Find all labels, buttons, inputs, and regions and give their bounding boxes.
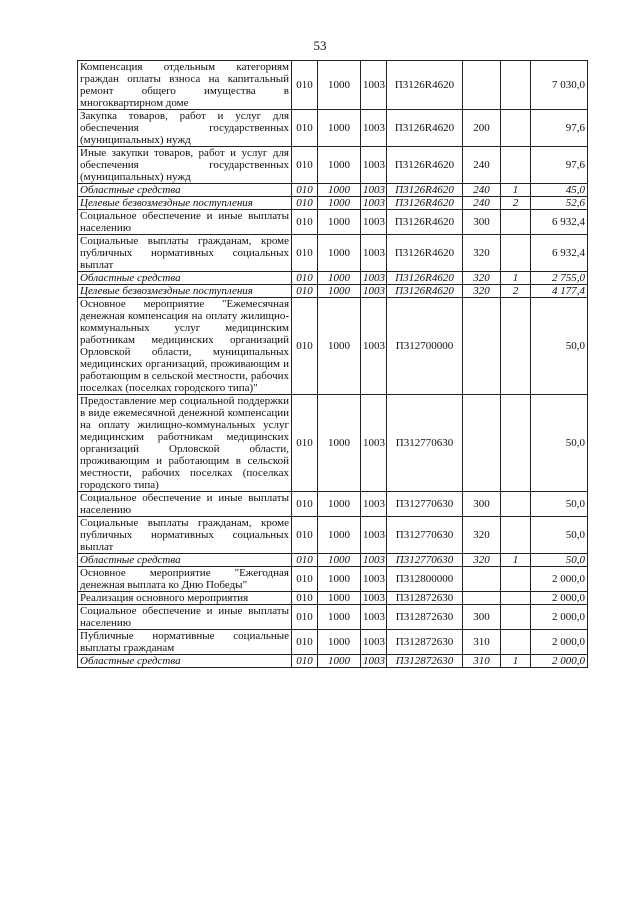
ministry-code-cell: 010 — [292, 605, 318, 630]
ministry-code-cell: 010 — [292, 235, 318, 272]
amount-cell: 6 932,4 — [531, 210, 588, 235]
expense-name-cell: Основное мероприятие "Ежегодная денежная выплата ко Дню Победы" — [78, 567, 292, 592]
funding-source-cell — [501, 210, 531, 235]
target-article-cell: П312770630 — [387, 554, 463, 567]
table-row — [78, 110, 588, 147]
funding-source-cell — [501, 492, 531, 517]
expense-type-cell: 320 — [463, 554, 501, 567]
expense-name-cell: Предоставление мер социальной поддержки в виде ежемесячной денежной компенсации на оплату жилищно-коммунальных услуг медицинским работникам медицинских организаций Орловской области, проживающим и работающим в сельской местности, рабочих поселках (поселках городского типа) — [78, 395, 292, 492]
expense-name-cell: Областные средства — [78, 184, 292, 197]
expense-type-cell: 300 — [463, 492, 501, 517]
funding-source-cell: 2 — [501, 197, 531, 210]
subsection-code-cell: 1003 — [361, 210, 387, 235]
ministry-code-cell: 010 — [292, 554, 318, 567]
section-code-cell: 1000 — [318, 492, 361, 517]
table-row — [78, 655, 588, 668]
amount-cell: 2 000,0 — [531, 655, 588, 668]
amount-cell: 4 177,4 — [531, 285, 588, 298]
subsection-code-cell: 1003 — [361, 285, 387, 298]
table-row — [78, 235, 588, 272]
table-row — [78, 554, 588, 567]
table-row — [78, 517, 588, 554]
expense-type-cell — [463, 395, 501, 492]
ministry-code-cell: 010 — [292, 655, 318, 668]
section-code-cell: 1000 — [318, 197, 361, 210]
expense-name-cell: Областные средства — [78, 272, 292, 285]
section-code-cell: 1000 — [318, 554, 361, 567]
expense-type-cell — [463, 298, 501, 395]
table-row — [78, 210, 588, 235]
target-article-cell: П3126R4620 — [387, 61, 463, 110]
subsection-code-cell: 1003 — [361, 235, 387, 272]
table-row — [78, 197, 588, 210]
ministry-code-cell: 010 — [292, 147, 318, 184]
funding-source-cell: 1 — [501, 655, 531, 668]
section-code-cell: 1000 — [318, 61, 361, 110]
expense-name-cell: Социальные выплаты гражданам, кроме публичных нормативных социальных выплат — [78, 235, 292, 272]
expense-name-cell: Реализация основного мероприятия — [78, 592, 292, 605]
target-article-cell: П312770630 — [387, 517, 463, 554]
amount-cell: 2 000,0 — [531, 592, 588, 605]
amount-cell: 50,0 — [531, 395, 588, 492]
subsection-code-cell: 1003 — [361, 61, 387, 110]
ministry-code-cell: 010 — [292, 567, 318, 592]
target-article-cell: П3126R4620 — [387, 210, 463, 235]
expense-type-cell: 320 — [463, 235, 501, 272]
ministry-code-cell: 010 — [292, 210, 318, 235]
table-row — [78, 630, 588, 655]
table-row — [78, 184, 588, 197]
table-row — [78, 605, 588, 630]
funding-source-cell: 2 — [501, 285, 531, 298]
section-code-cell: 1000 — [318, 517, 361, 554]
expense-type-cell — [463, 61, 501, 110]
subsection-code-cell: 1003 — [361, 492, 387, 517]
expense-type-cell: 240 — [463, 184, 501, 197]
ministry-code-cell: 010 — [292, 272, 318, 285]
subsection-code-cell: 1003 — [361, 655, 387, 668]
ministry-code-cell: 010 — [292, 298, 318, 395]
expense-name-cell: Социальное обеспечение и иные выплаты населению — [78, 210, 292, 235]
funding-source-cell — [501, 147, 531, 184]
funding-source-cell — [501, 110, 531, 147]
subsection-code-cell: 1003 — [361, 630, 387, 655]
section-code-cell: 1000 — [318, 272, 361, 285]
funding-source-cell — [501, 567, 531, 592]
subsection-code-cell: 1003 — [361, 554, 387, 567]
target-article-cell: П3126R4620 — [387, 235, 463, 272]
amount-cell: 50,0 — [531, 492, 588, 517]
table-row — [78, 592, 588, 605]
amount-cell: 6 932,4 — [531, 235, 588, 272]
section-code-cell: 1000 — [318, 235, 361, 272]
amount-cell: 97,6 — [531, 110, 588, 147]
amount-cell: 2 000,0 — [531, 567, 588, 592]
target-article-cell: П3126R4620 — [387, 197, 463, 210]
funding-source-cell — [501, 630, 531, 655]
section-code-cell: 1000 — [318, 184, 361, 197]
funding-source-cell — [501, 61, 531, 110]
expense-type-cell: 310 — [463, 655, 501, 668]
funding-source-cell: 1 — [501, 184, 531, 197]
subsection-code-cell: 1003 — [361, 517, 387, 554]
expense-type-cell: 200 — [463, 110, 501, 147]
expense-type-cell — [463, 567, 501, 592]
section-code-cell: 1000 — [318, 298, 361, 395]
subsection-code-cell: 1003 — [361, 110, 387, 147]
target-article-cell: П312872630 — [387, 605, 463, 630]
expense-name-cell: Областные средства — [78, 655, 292, 668]
funding-source-cell: 1 — [501, 554, 531, 567]
amount-cell: 50,0 — [531, 517, 588, 554]
table-row — [78, 298, 588, 395]
subsection-code-cell: 1003 — [361, 184, 387, 197]
subsection-code-cell: 1003 — [361, 605, 387, 630]
page-number: 53 — [313, 38, 327, 53]
target-article-cell: П312872630 — [387, 592, 463, 605]
target-article-cell: П3126R4620 — [387, 285, 463, 298]
funding-source-cell — [501, 592, 531, 605]
table-row — [78, 61, 588, 110]
amount-cell: 2 000,0 — [531, 605, 588, 630]
expense-name-cell: Основное мероприятие "Ежемесячная денежная компенсация на оплату жилищно-коммунальных услуг медицинским работникам медицинских организаций Орловской области, муниципальных медицинских организаций, проживающим и работающим в сельской местности, рабочих поселках (поселках городского типа)" — [78, 298, 292, 395]
table-row — [78, 567, 588, 592]
section-code-cell: 1000 — [318, 605, 361, 630]
ministry-code-cell: 010 — [292, 517, 318, 554]
table-row — [78, 395, 588, 492]
amount-cell: 2 000,0 — [531, 630, 588, 655]
amount-cell: 50,0 — [531, 298, 588, 395]
section-code-cell: 1000 — [318, 147, 361, 184]
target-article-cell: П3126R4620 — [387, 147, 463, 184]
expense-name-cell: Компенсация отдельным категориям граждан оплаты взноса на капитальный ремонт общего имущества в многоквартирном доме — [78, 61, 292, 110]
subsection-code-cell: 1003 — [361, 567, 387, 592]
expense-type-cell: 320 — [463, 517, 501, 554]
expense-type-cell: 320 — [463, 272, 501, 285]
ministry-code-cell: 010 — [292, 492, 318, 517]
table-row — [78, 285, 588, 298]
section-code-cell: 1000 — [318, 630, 361, 655]
amount-cell: 50,0 — [531, 554, 588, 567]
expense-name-cell: Социальное обеспечение и иные выплаты населению — [78, 492, 292, 517]
expense-name-cell: Закупка товаров, работ и услуг для обеспечения государственных (муниципальных) нужд — [78, 110, 292, 147]
subsection-code-cell: 1003 — [361, 592, 387, 605]
expense-name-cell: Целевые безвозмездные поступления — [78, 285, 292, 298]
section-code-cell: 1000 — [318, 110, 361, 147]
table-row — [78, 147, 588, 184]
target-article-cell: П312770630 — [387, 492, 463, 517]
funding-source-cell — [501, 298, 531, 395]
funding-source-cell — [501, 517, 531, 554]
ministry-code-cell: 010 — [292, 630, 318, 655]
expense-type-cell: 240 — [463, 147, 501, 184]
ministry-code-cell: 010 — [292, 285, 318, 298]
expense-type-cell: 240 — [463, 197, 501, 210]
target-article-cell: П312770630 — [387, 395, 463, 492]
amount-cell: 45,0 — [531, 184, 588, 197]
target-article-cell: П3126R4620 — [387, 184, 463, 197]
target-article-cell: П312800000 — [387, 567, 463, 592]
target-article-cell: П312872630 — [387, 630, 463, 655]
ministry-code-cell: 010 — [292, 197, 318, 210]
funding-source-cell — [501, 395, 531, 492]
section-code-cell: 1000 — [318, 395, 361, 492]
expense-type-cell: 300 — [463, 605, 501, 630]
budget-table — [77, 60, 588, 668]
subsection-code-cell: 1003 — [361, 197, 387, 210]
expense-type-cell: 320 — [463, 285, 501, 298]
table-row — [78, 272, 588, 285]
section-code-cell: 1000 — [318, 567, 361, 592]
subsection-code-cell: 1003 — [361, 395, 387, 492]
ministry-code-cell: 010 — [292, 592, 318, 605]
table-row — [78, 492, 588, 517]
section-code-cell: 1000 — [318, 210, 361, 235]
ministry-code-cell: 010 — [292, 61, 318, 110]
subsection-code-cell: 1003 — [361, 147, 387, 184]
subsection-code-cell: 1003 — [361, 272, 387, 285]
section-code-cell: 1000 — [318, 655, 361, 668]
amount-cell: 2 755,0 — [531, 272, 588, 285]
section-code-cell: 1000 — [318, 285, 361, 298]
amount-cell: 52,6 — [531, 197, 588, 210]
amount-cell: 97,6 — [531, 147, 588, 184]
ministry-code-cell: 010 — [292, 110, 318, 147]
expense-type-cell: 300 — [463, 210, 501, 235]
expense-name-cell: Публичные нормативные социальные выплаты гражданам — [78, 630, 292, 655]
funding-source-cell: 1 — [501, 272, 531, 285]
subsection-code-cell: 1003 — [361, 298, 387, 395]
amount-cell: 7 030,0 — [531, 61, 588, 110]
expense-name-cell: Целевые безвозмездные поступления — [78, 197, 292, 210]
table-body — [78, 61, 588, 668]
funding-source-cell — [501, 605, 531, 630]
target-article-cell: П3126R4620 — [387, 272, 463, 285]
target-article-cell: П312872630 — [387, 655, 463, 668]
expense-name-cell: Социальные выплаты гражданам, кроме публичных нормативных социальных выплат — [78, 517, 292, 554]
expense-name-cell: Областные средства — [78, 554, 292, 567]
section-code-cell: 1000 — [318, 592, 361, 605]
target-article-cell: П312700000 — [387, 298, 463, 395]
target-article-cell: П3126R4620 — [387, 110, 463, 147]
expense-name-cell: Иные закупки товаров, работ и услуг для обеспечения государственных (муниципальных) нужд — [78, 147, 292, 184]
funding-source-cell — [501, 235, 531, 272]
expense-type-cell — [463, 592, 501, 605]
ministry-code-cell: 010 — [292, 395, 318, 492]
expense-type-cell: 310 — [463, 630, 501, 655]
expense-name-cell: Социальное обеспечение и иные выплаты населению — [78, 605, 292, 630]
ministry-code-cell: 010 — [292, 184, 318, 197]
